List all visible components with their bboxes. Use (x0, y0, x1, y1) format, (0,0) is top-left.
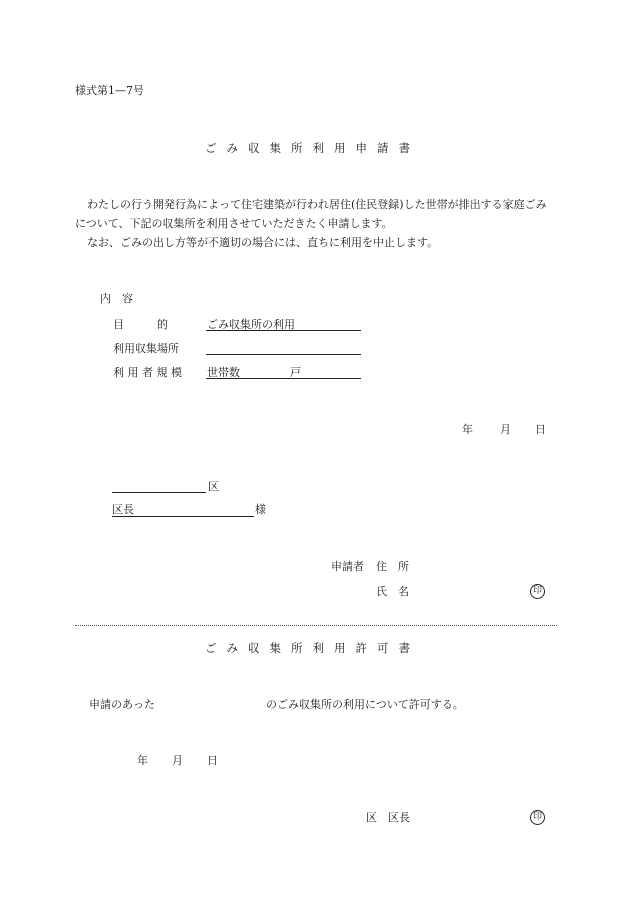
body-paragraph-1: わたしの行う開発行為によって住宅建築が行われ居住(住民登録)した世帯が排出する家庭ごみについて、下記の収集所を利用させていただきたく申請します。 (75, 198, 547, 230)
applicant-label: 申請者 (331, 560, 364, 573)
permit-seal-icon: 印 (530, 810, 545, 825)
permit-ward-chief: 区 区長 (366, 811, 410, 824)
applicant-seal-icon: 印 (530, 584, 545, 599)
chief-prefix: 区長 (112, 503, 134, 516)
date-month: 月 (500, 423, 511, 436)
permit-sentence-suffix: のごみ収集所の利用について許可する。 (266, 698, 464, 711)
body-paragraph-2: なお、ごみの出し方等が不適切の場合には、直ちに利用を中止します。 (87, 236, 439, 249)
permit-date-day: 日 (207, 754, 218, 767)
user-scale-label: 利 用 者 規 模 (113, 366, 182, 379)
address-label: 住 所 (376, 560, 409, 573)
contents-heading: 内 容 (100, 292, 133, 305)
ward-underline (112, 492, 206, 493)
chief-underline (112, 516, 254, 517)
collection-place-underline (206, 354, 361, 355)
application-body (75, 195, 557, 252)
date-year: 年 (462, 423, 473, 436)
permit-sentence-prefix: 申請のあった (89, 698, 155, 711)
permit-date-month: 月 (172, 754, 183, 767)
households-label: 世帯数 (207, 366, 240, 379)
name-label: 氏 名 (376, 585, 409, 598)
households-unit: 戸 (290, 366, 301, 379)
purpose-value: ごみ収集所の利用 (207, 318, 295, 331)
honorific: 様 (255, 503, 266, 516)
date-day: 日 (535, 423, 546, 436)
section-divider (75, 625, 557, 626)
permit-title: ごみ収集所利用許可書 (205, 641, 420, 655)
purpose-underline (206, 330, 361, 331)
ward-suffix: 区 (208, 480, 219, 493)
purpose-label: 目 的 (113, 318, 168, 331)
user-scale-underline (206, 378, 361, 379)
form-number: 様式第1—7号 (75, 84, 144, 97)
collection-place-label: 利用収集場所 (113, 342, 179, 355)
application-title: ごみ収集所利用申請書 (205, 141, 420, 155)
permit-date-year: 年 (137, 754, 148, 767)
